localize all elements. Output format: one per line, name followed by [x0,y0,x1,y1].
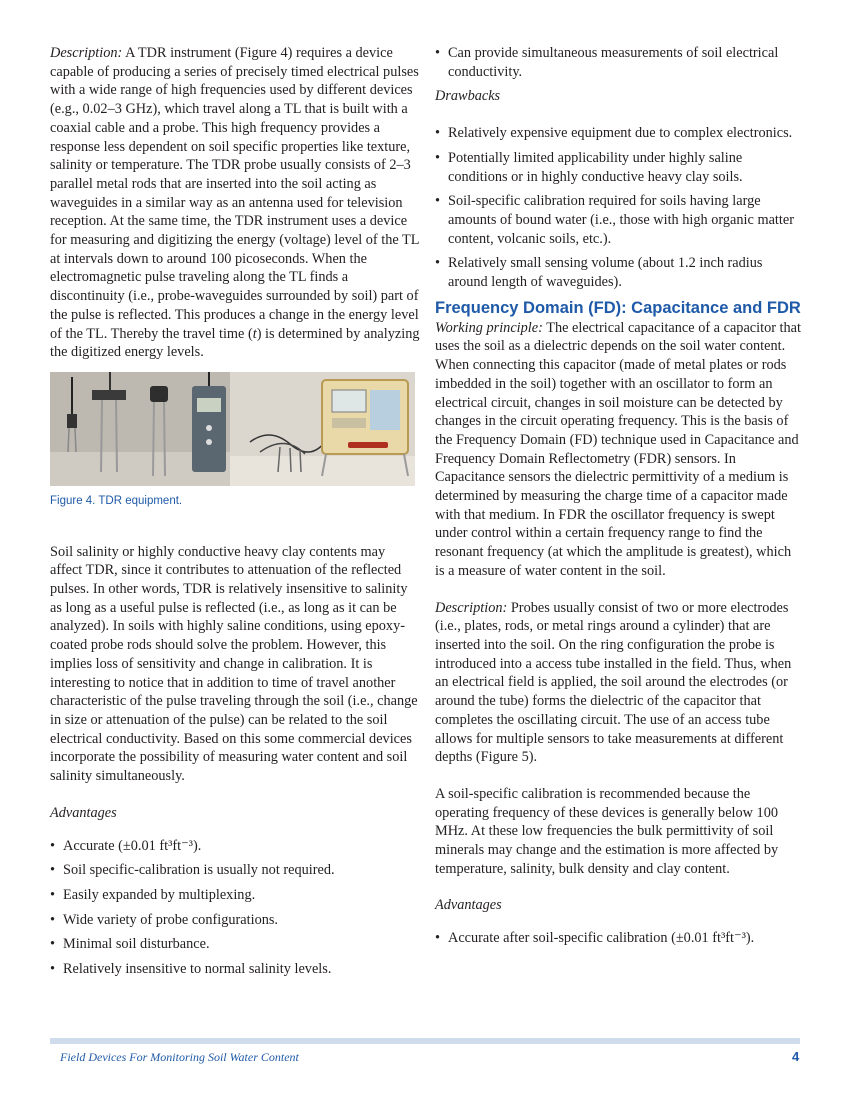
list-item: • Relatively small sensing volume (about 1.2 inch radius around length of waveguides). [435,255,763,291]
tdr-description [50,44,420,362]
list-item: • Relatively insensitive to normal salinity levels. [50,961,332,978]
tdr-advantages-heading: Advantages [50,804,117,821]
working-principle-paragraph [435,319,803,581]
list-item: • Accurate (±0.01 ft³ft⁻³). [50,837,202,854]
fd-description-paragraph [435,599,803,767]
working-principle-text: The electrical capacitance of a capacitor that uses the soil as a dielectric depends on the soil water content. When connecting this capacitor (made of metal plates or rods imbedded in the soil) together with an oscillator to form an electrical circuit, changes in soil moisture can be detected by changes in the circuit operating frequency. This is the basis of the Frequency Domain (FD) technique used in Capacitance and Frequency Domain Reflectometry (FDR) sensors. In Capacitance sensors the dielectric permittivity of a medium is determined by measuring the charge time of a capacitor made with that medium. In FDR the oscillator frequency is swept under control within a certain frequency range to find the resonant frequency (at which the amplitude is greatest), which is a measure of water content in the soil. [435,319,801,579]
list-item: • Soil-specific calibration required for soils having large amounts of bound water (i.e., those with high organic matter content, volcanic soils, etc.). [435,193,794,247]
footer-divider [50,1038,800,1044]
tdr-instrument-photo [230,372,415,486]
tdr-probes-photo [50,372,230,486]
description-label: Description: [50,45,123,61]
left-column [50,44,420,985]
description-text: A TDR instrument (Figure 4) requires a device capable of producing a series of precisely timed electrical pulses with a wide range of high frequencies used by different devices (e.g., 0.02–3 GHz), which travel along a TL that is built with a coaxial cable and a probe. This high frequency provides a response less dependent on soil specific properties like texture, salinity or temperature. The TDR probe usually consists of 2–3 parallel metal rods that are inserted into the soil acting as waveguides in a similar way as an antenna used for television reception. At the same time, the TDR instrument uses a device for measuring and digitizing the energy (voltage) level of the TL at intervals down to around 100 picoseconds. When the electromagnetic pulse traveling along the TL finds a discontinuity (i.e., probe-waveguides surrounded by soil) part of the pulse is reflected. This produces a change in the energy level of the TL. Thereby the travel time ( [50,45,419,342]
list-item: • Easily expanded by multiplexing. [50,886,256,903]
list-item: • Minimal soil disturbance. [50,936,210,953]
list-item: • Accurate after soil-specific calibration (±0.01 ft³ft⁻³). [435,930,755,947]
fd-description-label: Description: [435,599,508,616]
list-item: • Relatively expensive equipment due to complex electronics. [435,125,793,142]
page-number: 4 [792,1049,800,1064]
fd-advantages-list [435,929,803,948]
list-item: • Potentially limited applicability under highly saline conditions or in highly conductive heavy clay soils. [435,149,743,185]
drawbacks-list [435,124,803,292]
fd-advantages-heading: Advantages [435,897,502,914]
salinity-paragraph: Soil salinity or highly conductive heavy clay contents may affect TDR, since it contributes to attenuation of the reflected pulses. In other words, TDR is relatively insensitive to salinity as long as a useful pulse is reflected (i.e., as long as it can be analyzed). In soils with highly saline conditions, using epoxy-coated probe rods should solve the problem. However, this implies loss of sensitivity and change in calibration. It is interesting to notice that in addition to time of travel another characteristic of the pulse traveling through the soil (i.e., change in size or attenuation of the pulse) can be related to the soil electrical conductivity. Based on this some commercial devices incorporate the possibility of measuring water content and soil salinity simultaneously. [50,543,418,785]
travel-time-variable: t [252,325,257,342]
list-item: • Wide variety of probe configurations. [50,911,278,928]
right-column [435,44,803,954]
tdr-equipment-figure [50,372,415,486]
fd-description-text: Probes usually consist of two or more electrodes (i.e., plates, rods, or metal rings around a cylinder) that are inserted into the soil. On the ring configuration the probe is introduced into a access tube installed in the field. Thus, when an electrical field is applied, the soil around the electrodes (or around the tube) forms the dielectric of the capacitor that completes the oscillating circuit. The use of an access tube allows for multiple sensors to take measurements at different depths (Figure 5). [435,599,792,766]
drawbacks-heading: Drawbacks [435,88,501,105]
tdr-advantages-continued [435,44,803,81]
list-item: • Soil specific-calibration is usually not required. [50,862,335,879]
list-item: • Can provide simultaneous measurements of soil electrical conductivity. [435,45,779,80]
calibration-paragraph: A soil-specific calibration is recommended because the operating frequency of these devices is generally below 100 MHz. At these low frequencies the bulk permittivity of soil minerals may change and the estimation is more affected by temperature, salinity, bulk density and clay content. [435,785,779,877]
description-end: ) is determined by analyzing the digitized energy levels. [50,325,420,361]
figure-caption: Figure 4. TDR equipment. [50,494,183,507]
footer-title: Field Devices For Monitoring Soil Water Content [60,1050,299,1064]
working-principle-label: Working principle: [435,319,543,336]
fd-section-title: Frequency Domain (FD): Capacitance and FDR [435,298,801,317]
tdr-advantages-list [50,837,420,979]
